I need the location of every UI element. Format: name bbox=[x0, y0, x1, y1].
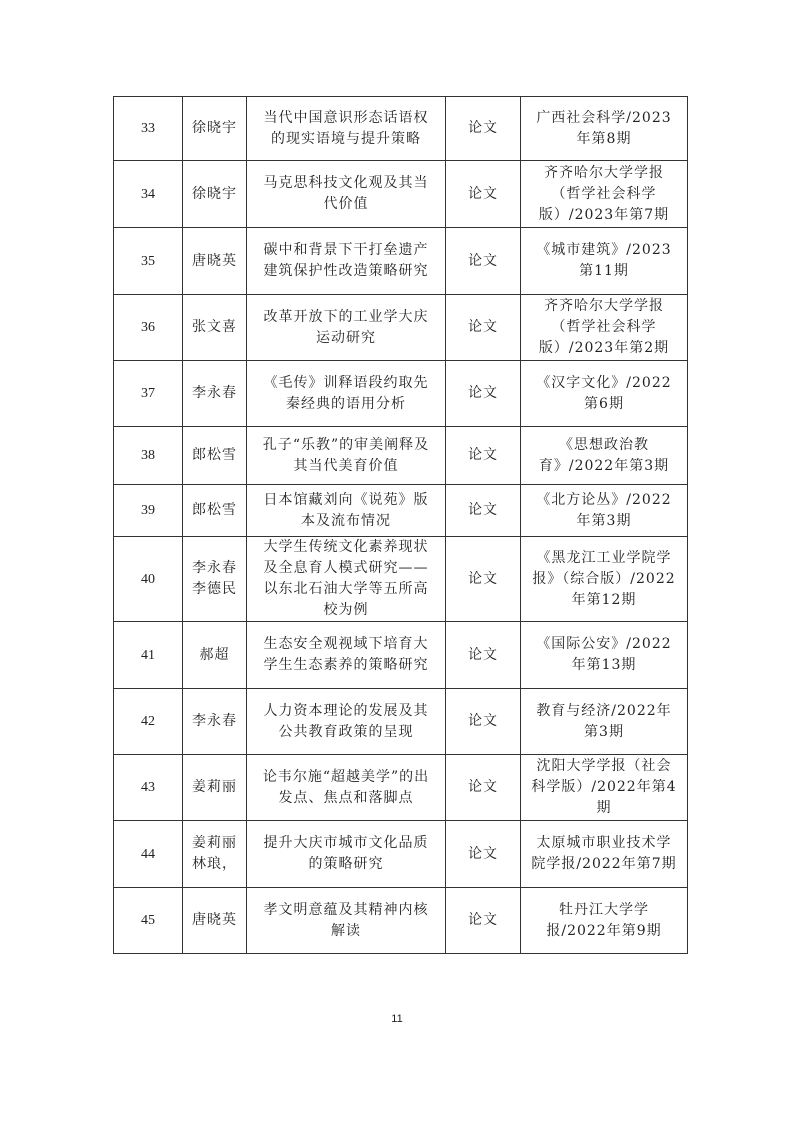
table-row bbox=[114, 689, 688, 755]
row-number: 37 bbox=[114, 361, 183, 427]
table-row bbox=[114, 295, 688, 361]
title-cell: 当代中国意识形态话语权的现实语境与提升策略 bbox=[247, 97, 446, 161]
author-cell: 李永春 bbox=[183, 361, 247, 427]
title-cell: 孝文明意蕴及其精神内核解读 bbox=[247, 888, 446, 954]
type-cell: 论文 bbox=[446, 689, 521, 755]
source-cell: 《国际公安》/2022年第13期 bbox=[521, 622, 688, 689]
source-cell: 《城市建筑》/2023第11期 bbox=[521, 228, 688, 295]
table-row bbox=[114, 97, 688, 161]
source-cell: 《汉字文化》/2022第6期 bbox=[521, 361, 688, 427]
author-cell: 徐晓宇 bbox=[183, 97, 247, 161]
author-cell: 唐晓英 bbox=[183, 228, 247, 295]
title-cell: 孔子“乐教”的审美阐释及其当代美育价值 bbox=[247, 427, 446, 485]
source-cell: 《黑龙江工业学院学报》（综合版）/2022年第12期 bbox=[521, 537, 688, 622]
source-cell: 太原城市职业技术学院学报/2022年第7期 bbox=[521, 821, 688, 888]
row-number: 44 bbox=[114, 821, 183, 888]
type-cell: 论文 bbox=[446, 228, 521, 295]
table-row bbox=[114, 485, 688, 537]
table-row bbox=[114, 821, 688, 888]
table-row bbox=[114, 755, 688, 821]
source-cell: 教育与经济/2022年第3期 bbox=[521, 689, 688, 755]
table-row bbox=[114, 361, 688, 427]
row-number: 33 bbox=[114, 97, 183, 161]
author-cell: 姜莉丽 bbox=[183, 755, 247, 821]
source-cell: 广西社会科学/2023年第8期 bbox=[521, 97, 688, 161]
type-cell: 论文 bbox=[446, 427, 521, 485]
table-row bbox=[114, 427, 688, 485]
publication-table bbox=[113, 96, 688, 954]
title-cell: 生态安全观视域下培育大学生生态素养的策略研究 bbox=[247, 622, 446, 689]
row-number: 41 bbox=[114, 622, 183, 689]
row-number: 36 bbox=[114, 295, 183, 361]
author-cell: 姜莉丽林琅， bbox=[183, 821, 247, 888]
author-cell: 郎松雪 bbox=[183, 485, 247, 537]
author-cell: 张文喜 bbox=[183, 295, 247, 361]
type-cell: 论文 bbox=[446, 755, 521, 821]
title-cell: 改革开放下的工业学大庆运动研究 bbox=[247, 295, 446, 361]
table-row bbox=[114, 537, 688, 622]
row-number: 38 bbox=[114, 427, 183, 485]
type-cell: 论文 bbox=[446, 537, 521, 622]
table-row bbox=[114, 888, 688, 954]
type-cell: 论文 bbox=[446, 622, 521, 689]
source-cell: 齐齐哈尔大学学报（哲学社会科学版）/2023年第7期 bbox=[521, 161, 688, 228]
source-cell: 《北方论丛》/2022年第3期 bbox=[521, 485, 688, 537]
author-cell: 唐晓英 bbox=[183, 888, 247, 954]
row-number: 42 bbox=[114, 689, 183, 755]
source-cell: 牡丹江大学学报/2022年第9期 bbox=[521, 888, 688, 954]
author-cell: 李永春 bbox=[183, 689, 247, 755]
type-cell: 论文 bbox=[446, 295, 521, 361]
title-cell: 碳中和背景下干打垒遗产建筑保护性改造策略研究 bbox=[247, 228, 446, 295]
author-cell: 郎松雪 bbox=[183, 427, 247, 485]
row-number: 40 bbox=[114, 537, 183, 622]
page-number: 11 bbox=[391, 1013, 403, 1025]
title-cell: 日本馆藏刘向《说苑》版本及流布情况 bbox=[247, 485, 446, 537]
type-cell: 论文 bbox=[446, 97, 521, 161]
title-cell: 提升大庆市城市文化品质的策略研究 bbox=[247, 821, 446, 888]
author-cell: 徐晓宇 bbox=[183, 161, 247, 228]
row-number: 34 bbox=[114, 161, 183, 228]
type-cell: 论文 bbox=[446, 888, 521, 954]
row-number: 39 bbox=[114, 485, 183, 537]
type-cell: 论文 bbox=[446, 361, 521, 427]
source-cell: 沈阳大学学报（社会科学版）/2022年第4期 bbox=[521, 755, 688, 821]
title-cell: 马克思科技文化观及其当代价值 bbox=[247, 161, 446, 228]
title-cell: 大学生传统文化素养现状及全息育人模式研究——以东北石油大学等五所高校为例 bbox=[247, 537, 446, 622]
row-number: 35 bbox=[114, 228, 183, 295]
author-cell: 李永春李德民 bbox=[183, 537, 247, 622]
row-number: 45 bbox=[114, 888, 183, 954]
type-cell: 论文 bbox=[446, 485, 521, 537]
title-cell: 人力资本理论的发展及其公共教育政策的呈现 bbox=[247, 689, 446, 755]
table-row bbox=[114, 622, 688, 689]
table-row bbox=[114, 161, 688, 228]
row-number: 43 bbox=[114, 755, 183, 821]
author-cell: 郝超 bbox=[183, 622, 247, 689]
type-cell: 论文 bbox=[446, 821, 521, 888]
source-cell: 齐齐哈尔大学学报（哲学社会科学版）/2023年第2期 bbox=[521, 295, 688, 361]
publication-table-body bbox=[114, 97, 688, 954]
title-cell: 论韦尔施“超越美学”的出发点、焦点和落脚点 bbox=[247, 755, 446, 821]
source-cell: 《思想政治教育》/2022年第3期 bbox=[521, 427, 688, 485]
table-row bbox=[114, 228, 688, 295]
title-cell: 《毛传》训释语段约取先秦经典的语用分析 bbox=[247, 361, 446, 427]
type-cell: 论文 bbox=[446, 161, 521, 228]
